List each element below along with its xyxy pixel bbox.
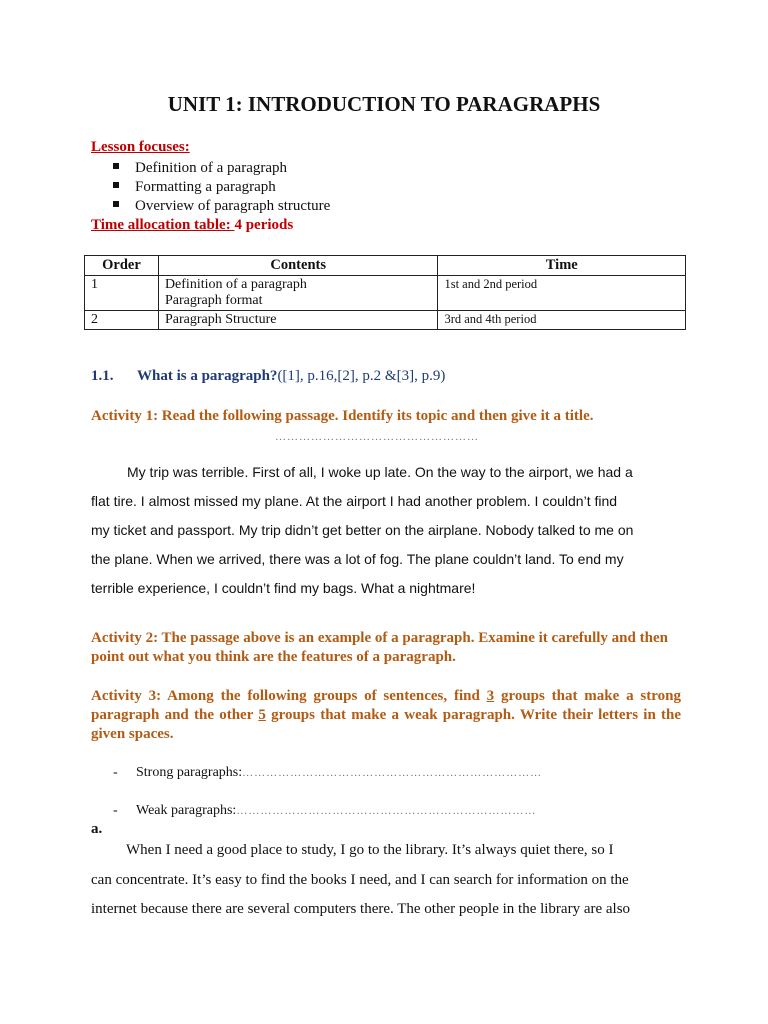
lesson-focus-text: Formatting a paragraph xyxy=(135,179,276,195)
contents-line: Paragraph format xyxy=(164,293,263,308)
paragraph-a-line: internet because there are several computers there. The other people in the library are also xyxy=(91,901,631,917)
lesson-focus-item xyxy=(113,198,330,215)
table-cell-time: 1st and 2nd period xyxy=(438,276,686,311)
activity-3-text: Activity 3: Among the following groups of sentences, find xyxy=(91,688,487,704)
activity-1-instruction: Activity 1: Read the following passage. Identify its topic and then give it a title. xyxy=(91,408,594,424)
bullet-square-icon xyxy=(113,201,119,207)
table-header-order: Order xyxy=(85,256,159,276)
page-title: UNIT 1: INTRODUCTION TO PARAGRAPHS xyxy=(167,92,601,116)
table-cell-time: 3rd and 4th period xyxy=(438,311,686,330)
time-allocation-label: Time allocation table: xyxy=(91,217,235,233)
bullet-square-icon xyxy=(113,182,119,188)
strong-paragraphs-label: Strong paragraphs: xyxy=(136,765,243,780)
table-cell-contents: Paragraph Structure xyxy=(158,311,438,330)
passage-line: flat tire. I almost missed my plane. At the airport I had another problem. I couldn’t find xyxy=(91,493,618,509)
table-row xyxy=(85,311,686,330)
time-allocation-heading xyxy=(91,217,293,234)
passage-line: My trip was terrible. First of all, I woke up late. On the way to the airport, we had a xyxy=(127,464,633,480)
section-title: What is a paragraph? xyxy=(137,368,278,384)
activity-3-text: groups that make a weak paragraph. Write their letters in the given spaces. xyxy=(91,707,682,742)
activity-1-title-blank: …………………………………………… xyxy=(275,431,479,443)
activity-3-instruction xyxy=(91,687,681,744)
passage-line: terrible experience, I couldn’t find my bags. What a nightmare! xyxy=(91,580,476,596)
lesson-focuses-heading: Lesson focuses: xyxy=(91,139,190,155)
strong-count: 3 xyxy=(486,688,495,704)
paragraph-a-line: When I need a good place to study, I go to the library. It’s always quiet there, so I xyxy=(126,842,614,858)
strong-paragraphs-blank: ………………………………………………………………… xyxy=(242,767,543,779)
activity-2-instruction: Activity 2: The passage above is an example of a paragraph. Examine it carefully and then point out what you think are the features of a paragraph. xyxy=(91,630,668,665)
table-cell-order: 1 xyxy=(85,276,159,311)
time-allocation-value: 4 periods xyxy=(234,217,294,233)
bullet-square-icon xyxy=(113,163,119,169)
lesson-focus-item xyxy=(113,179,276,196)
weak-paragraphs-label: Weak paragraphs: xyxy=(136,803,237,818)
weak-paragraphs-blank: ………………………………………………………………… xyxy=(236,805,537,817)
strong-dash: - xyxy=(113,765,118,780)
paragraph-a-letter: a. xyxy=(91,821,103,837)
table-row xyxy=(85,276,686,311)
weak-count: 5 xyxy=(258,707,266,723)
lesson-focus-item xyxy=(113,160,287,177)
section-references: ([1], p.16,[2], p.2 &[3], p.9) xyxy=(277,368,446,384)
passage-line: the plane. When we arrived, there was a lot of fog. The plane couldn’t land. To end my xyxy=(91,551,624,567)
time-allocation-table xyxy=(84,255,686,330)
table-header-contents: Contents xyxy=(158,256,438,276)
lesson-focus-text: Overview of paragraph structure xyxy=(135,198,331,214)
weak-paragraphs-field[interactable] xyxy=(136,803,536,819)
table-cell-contents xyxy=(158,276,438,311)
strong-paragraphs-field[interactable] xyxy=(136,765,542,781)
section-heading xyxy=(137,368,445,385)
table-cell-order: 2 xyxy=(85,311,159,330)
passage-line: my ticket and passport. My trip didn’t get better on the airplane. Nobody talked to me on xyxy=(91,522,634,538)
table-header-time: Time xyxy=(438,256,686,276)
weak-dash: - xyxy=(113,803,118,818)
lesson-focus-text: Definition of a paragraph xyxy=(135,160,288,176)
table-header-row xyxy=(85,256,686,276)
activity-3-text: groups that make a strong paragraph and the other xyxy=(91,688,681,723)
contents-line: Definition of a paragraph xyxy=(164,277,307,292)
paragraph-a-line: can concentrate. It’s easy to find the books I need, and I can search for information on the xyxy=(91,872,629,888)
section-number: 1.1. xyxy=(91,368,114,384)
